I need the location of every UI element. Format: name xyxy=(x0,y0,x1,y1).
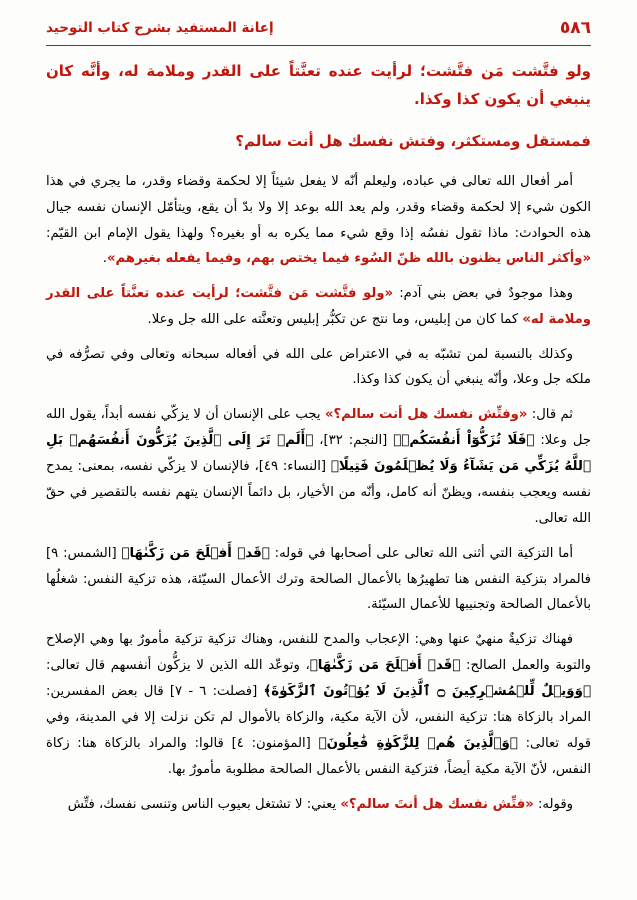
paragraph xyxy=(46,169,591,272)
paragraph xyxy=(46,627,591,783)
paragraph xyxy=(46,541,591,619)
text-run: [الشمس: ٩] فالمراد بتزكية النفس هنا تطهيرُها بالأعمال الصالحة وترك الأعمال السيّئة، هذه تزكية النفس: شغلُها بالأعمال الصالحة وتجنيبها للأعمال السيّئة. xyxy=(46,545,591,613)
quran-verse: ﴿فَلَا تُزَكُّوٓاْ أَنفُسَكُمۡ﴾ xyxy=(393,432,535,448)
quran-verse: ﴿وَٱلَّذِينَ هُمۡ لِلزَّكَوٰةِ فَٰعِلُونَ﴾ xyxy=(318,735,518,751)
text-run: وهذا موجودٌ في بعض بني آدم: xyxy=(393,286,573,302)
text-run: يجب على الإنسان أن لا يزكّي نفسه أبداً، يقول الله جل وعلا: xyxy=(46,407,591,448)
text-run: . xyxy=(102,251,107,267)
quoted-text-red: «وأكثر الناس يظنون بالله ظنّ السُوء فيما يختص بهم، وفيما يفعله بغيرهم» xyxy=(106,251,591,267)
text-run: أمر أفعال الله تعالى في عباده، وليعلم أنّه لا يفعل شيئاً إلا لحكمة وقضاء وقدر، ما يجري في هذا الكون شيء إلا لحكمة وقضاء وقدر، ولم يعد الله بوعد إلا ولا بدّ أن يقع، ويتأمّل الإنسان نفسه جيال هذه الحوادث: ماذا تقول نفسُه إذا وقع شيء مما يكره به أو بغيره؟ ولهذا يقول الإمام ابن القيّم: xyxy=(46,174,591,241)
heading-secondary: فمستقل ومستكثر، وفتش نفسك هل أنت سالم؟ xyxy=(235,131,591,150)
quran-verse: ﴿أَلَمۡ تَرَ إِلَى ٱلَّذِينَ يُزَكُّونَ أَنفُسَهُمۚ بَلِ ٱللَّهُ يُزَكِّي مَن يَشَآءُ وَلَا يُظۡلَمُونَ فَتِيلًا﴾ xyxy=(46,432,591,474)
page-number: ٥٨٦ xyxy=(559,18,591,38)
quran-verse: ﴿وَوَيۡلٌ لِّلۡمُشۡرِكِينَ ۝ ٱلَّذِينَ لَا يُؤۡتُونَ ٱلزَّكَوٰةَ﴾ xyxy=(263,684,591,700)
header-divider xyxy=(46,45,591,46)
quran-verse: ﴿قَدۡ أَفۡلَحَ مَن زَكَّىٰهَا﴾ xyxy=(309,657,461,673)
text-run: ، وتوعّد الله الذين لا يزكُّون أنفسهم قال تعالى: xyxy=(46,657,310,673)
quran-verse: ﴿قَدۡ أَفۡلَحَ مَن زَكَّىٰهَا﴾ xyxy=(121,545,270,561)
text-run: [المؤمنون: ٤] قالوا: والمراد بالزكاة هنا: زكاة النفس، لأنّ الآية مكية أيضاً، فتزكية النفس بالأعمال الصالحة مطلوبة مأمورٌ بها. xyxy=(46,735,591,778)
text-run: يعني: لا تشتغل بعيوب الناس وتنسى نفسك، فتِّش xyxy=(67,796,341,812)
text-run: [النساء: ٤٩]، فالإنسان لا يزكّي نفسه، بمعنى: يمدح نفسه ويعجب بنفسه، ويظنّ أنه كامل، وأنّه من الأخيار، بل دائماً الإنسان يتهم نفسه بالتقصير في حقّ الله تعالى. xyxy=(46,459,591,526)
text-run: [فصلت: ٦ - ٧] قال بعض المفسرين: المراد بالزكاة هنا: تزكية النفس، لأن الآية مكية، والزكاة بالأموال لم تكن نزلت إلا في المدينة، وفي قوله تعالى: xyxy=(46,684,592,751)
page-header xyxy=(46,18,591,43)
text-run: وقوله: xyxy=(533,796,573,812)
text-run: كما كان من إبليس، وما نتج عن تكبُّر إبليس وتعنَّته على الله جل وعلا. xyxy=(147,311,523,327)
paragraph xyxy=(46,281,591,332)
text-run: أما التزكية التي أثنى الله تعالى على أصحابها في قوله: xyxy=(269,545,573,561)
quoted-text-red: «ولو فتَّشت مَن فتَّشت؛ لرأيت عنده تعنَّتاً على القدر وملامة له» xyxy=(46,286,591,327)
quoted-text-red: «وفتِّش نفسك هل أنت سالم؟» xyxy=(324,407,528,423)
heading-primary: ولو فتَّشت مَن فتَّشت؛ لرأيت عنده تعنَّتاً على القدر وملامة له، وأنَّه كان ينبغي أن يكون كذا وكذا. xyxy=(46,62,591,108)
text-run: فهناك تزكيةٌ منهيٌ عنها وهي: الإعجاب والمدح للنفس، وهناك تزكية تزكية مأمورٌ بها وهي الإصلاح والتوبة والعمل الصالح: xyxy=(46,632,591,673)
text-run: وكذلك بالنسبة لمن تشبّه به في الاعتراض على الله في أفعاله سبحانه وتعالى وفي تصرُّفه في ملكه جل وعلا، وأنّه ينبغي أن يكون كذا وكذا. xyxy=(46,346,591,388)
quoted-text-red: «فتِّش نفسك هل أنتَ سالم؟» xyxy=(340,796,534,812)
text-run: [النجم: ٣٢]، xyxy=(313,432,394,448)
paragraph xyxy=(46,342,591,393)
paragraph xyxy=(46,792,591,818)
paragraph xyxy=(46,402,591,531)
book-running-title: إعانة المستفيد بشرح كتاب التوحيد xyxy=(46,20,274,36)
text-run: ثم قال: xyxy=(527,407,573,423)
body-content xyxy=(46,169,591,817)
